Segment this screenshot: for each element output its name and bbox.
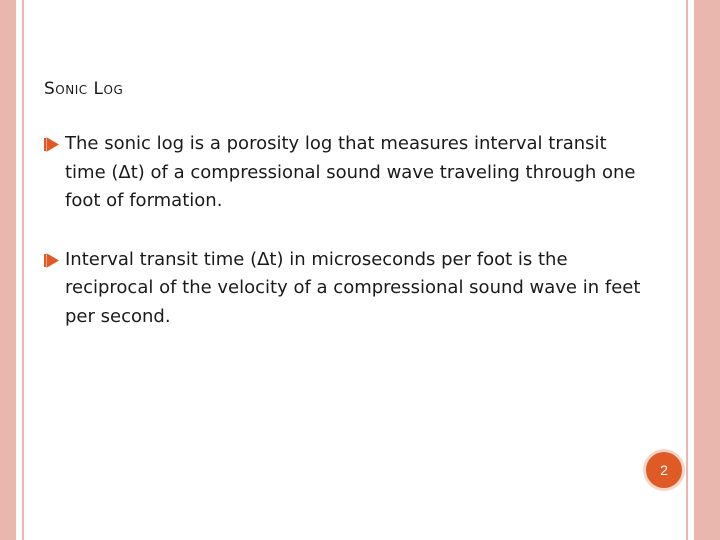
bullet-marker-icon [44,137,59,152]
bullet-text: The sonic log is a porosity log that measures interval transit time (Δt) of a compressional sound wave traveling through one foot of formation. [65,133,636,211]
page-number: 2 [660,462,668,478]
left-border-line [22,0,24,540]
right-border-line [686,0,688,540]
slide-title: Sonic Log [44,79,124,99]
page-number-badge [643,449,685,491]
right-border-band [694,0,720,540]
bullet-text: Interval transit time (Δt) in microseconds per foot is the reciprocal of the velocity of a compressional sound wave in feet per second. [65,248,641,327]
left-border-band [0,0,16,540]
bullet-item [44,130,644,216]
bullet-list [44,130,644,331]
bullet-marker-icon [44,253,59,268]
bullet-item [44,246,644,332]
